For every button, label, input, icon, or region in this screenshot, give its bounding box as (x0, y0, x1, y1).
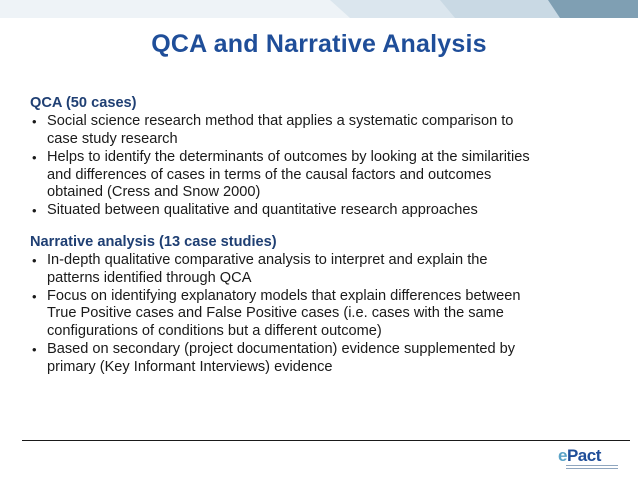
bullet-line: In-depth qualitative comparative analysis to interpret and explain the (47, 252, 488, 269)
epact-logo (556, 446, 628, 476)
bullet-line: case study research (47, 130, 178, 147)
slide-title: QCA and Narrative Analysis (151, 30, 487, 58)
bullet-icon: • (32, 289, 37, 305)
footer-divider (22, 440, 630, 441)
bullet-icon: • (32, 114, 37, 130)
section-heading-qca: QCA (50 cases) (30, 95, 137, 111)
bullet-line: Based on secondary (project documentation) evidence supplemented by (47, 341, 516, 358)
narrative-bullet-list (30, 252, 590, 376)
bullet-line: Helps to identify the determinants of outcomes by looking at the similarities (47, 149, 530, 166)
bullet-item (30, 341, 590, 376)
logo-letters-pact: Pact (566, 446, 601, 465)
slide-body (30, 95, 590, 377)
section-spacer (30, 221, 590, 234)
bullet-line: primary (Key Informant Interviews) evidence (47, 358, 333, 375)
bullet-item (30, 202, 590, 219)
header-decoration-band (0, 0, 638, 18)
bullet-icon: • (32, 342, 37, 358)
bullet-line: obtained (Cress and Snow 2000) (47, 184, 261, 201)
qca-bullet-list (30, 113, 590, 219)
logo-tagline-lines (566, 465, 618, 471)
bullet-item (30, 113, 590, 148)
bullet-item (30, 252, 590, 287)
bullet-line: True Positive cases and False Positive cases (i.e. cases with the same (47, 305, 504, 322)
bullet-line: configurations of conditions but a different outcome) (47, 322, 382, 339)
logo-letter-e: e (558, 446, 567, 465)
bullet-icon: • (32, 150, 37, 166)
bullet-line: Focus on identifying explanatory models that explain differences between (47, 288, 521, 305)
logo-wordmark (558, 446, 601, 466)
bullet-line: Social science research method that applies a systematic comparison to (47, 113, 514, 130)
bullet-item (30, 288, 590, 340)
bullet-item (30, 149, 590, 201)
bullet-line: Situated between qualitative and quantitative research approaches (47, 202, 478, 219)
bullet-line: patterns identified through QCA (47, 269, 252, 286)
bullet-line: and differences of cases in terms of the causal factors and outcomes (47, 166, 492, 183)
section-heading-narrative: Narrative analysis (13 case studies) (30, 233, 277, 250)
bullet-icon: • (32, 203, 37, 219)
bullet-icon: • (32, 253, 37, 269)
